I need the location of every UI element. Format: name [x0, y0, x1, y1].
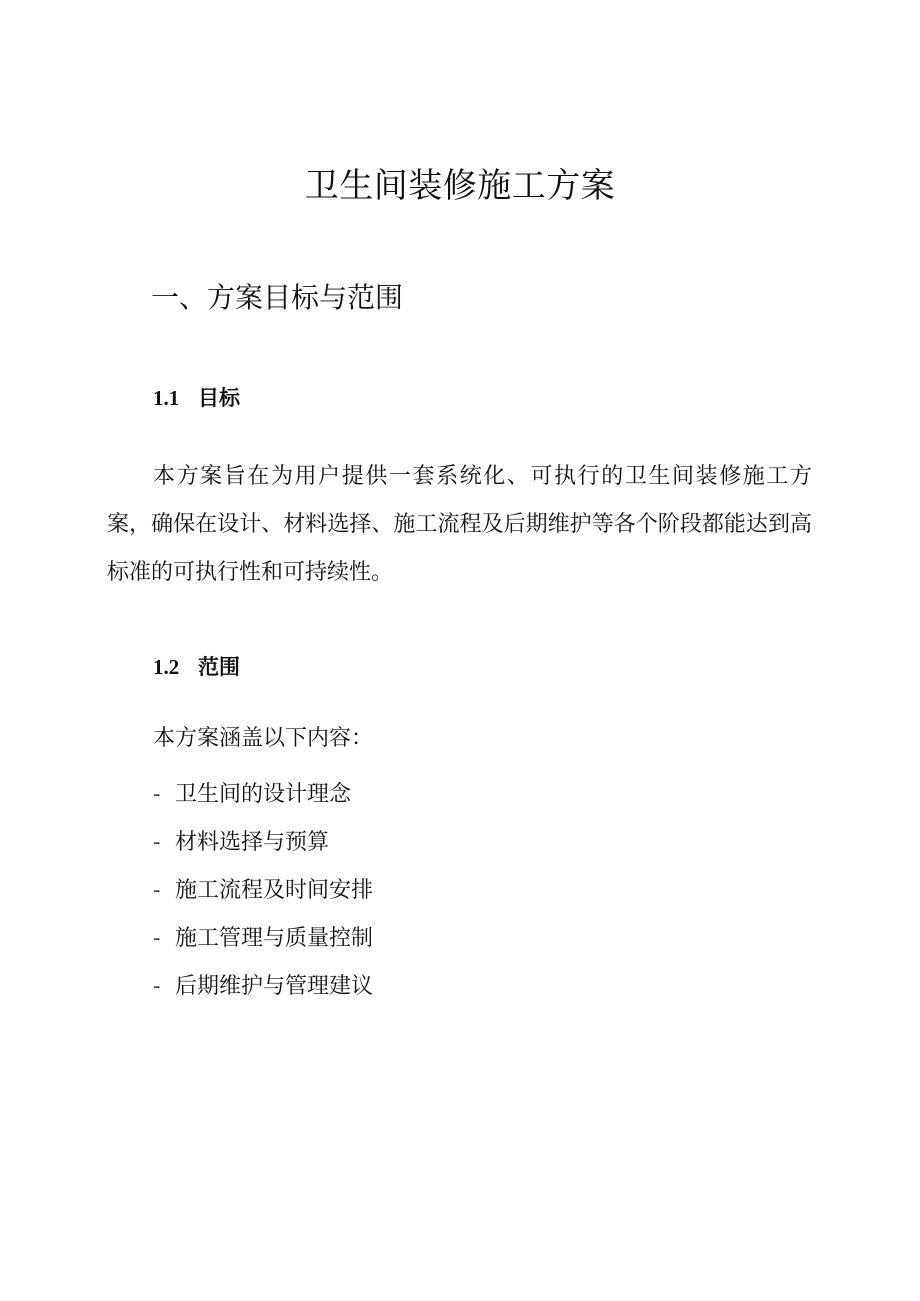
subsection-label: 范围	[198, 655, 240, 679]
list-item-text: 后期维护与管理建议	[175, 974, 374, 999]
list-item	[153, 771, 373, 819]
list-item	[153, 963, 373, 1011]
list-item-text: 施工管理与质量控制	[175, 926, 374, 951]
scope-intro: 本方案涵盖以下内容：	[153, 726, 374, 751]
goal-paragraph: 本方案旨在为用户提供一套系统化、可执行的卫生间装修施工方案，确保在设计、材料选择、施工流程及后期维护等各个阶段都能达到高标准的可执行性和可持续性。	[107, 464, 812, 585]
list-bullet: -	[153, 830, 161, 855]
list-item	[153, 819, 373, 867]
list-bullet: -	[153, 878, 161, 903]
subsection-number: 1.1	[153, 386, 180, 410]
section-heading-1: 一、方案目标与范围	[151, 281, 404, 314]
list-bullet: -	[153, 926, 161, 951]
list-item-text: 施工流程及时间安排	[175, 878, 374, 903]
list-item	[153, 915, 373, 963]
scope-list	[153, 771, 373, 1011]
subsection-number: 1.2	[153, 655, 180, 679]
list-item	[153, 867, 373, 915]
list-item-text: 材料选择与预算	[175, 830, 330, 855]
subsection-heading-scope	[153, 652, 240, 682]
list-bullet: -	[153, 782, 161, 807]
subsection-heading-goal	[153, 383, 240, 413]
list-item-text: 卫生间的设计理念	[175, 782, 352, 807]
list-bullet: -	[153, 974, 161, 999]
subsection-label: 目标	[198, 386, 240, 410]
document-title: 卫生间装修施工方案	[304, 166, 616, 206]
